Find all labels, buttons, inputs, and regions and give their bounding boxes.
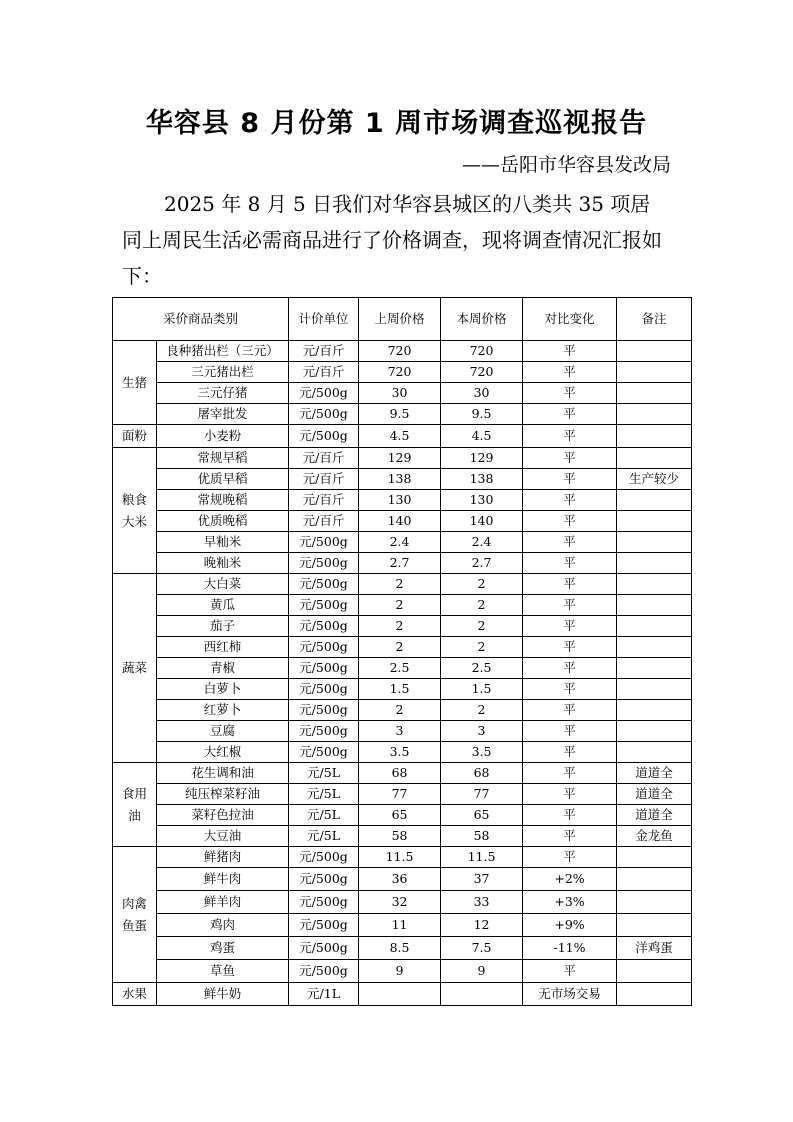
item-name-cell: 早籼米 (157, 532, 289, 553)
change-cell: 平 (523, 553, 617, 574)
change-cell: 平 (523, 532, 617, 553)
unit-cell: 元/5L (289, 763, 359, 784)
category-cell: 粮食大米 (113, 448, 157, 574)
this-week-price-cell: 7.5 (441, 937, 523, 960)
table-row (113, 404, 692, 425)
this-week-price-cell: 129 (441, 448, 523, 469)
last-week-price-cell: 140 (359, 511, 441, 532)
unit-cell: 元/500g (289, 700, 359, 721)
item-name-cell: 大白菜 (157, 574, 289, 595)
this-week-price-cell: 30 (441, 383, 523, 404)
item-name-cell: 鸡肉 (157, 914, 289, 937)
unit-cell: 元/500g (289, 616, 359, 637)
header-note: 备注 (617, 298, 692, 341)
item-name-cell: 小麦粉 (157, 425, 289, 448)
last-week-price-cell: 2 (359, 616, 441, 637)
this-week-price-cell: 2 (441, 637, 523, 658)
unit-cell: 元/500g (289, 847, 359, 868)
table-row (113, 490, 692, 511)
item-name-cell: 良种猪出栏（三元） (157, 341, 289, 362)
this-week-price-cell: 33 (441, 891, 523, 914)
item-name-cell: 常规早稻 (157, 448, 289, 469)
unit-cell: 元/5L (289, 805, 359, 826)
table-row (113, 784, 692, 805)
item-name-cell: 鲜牛奶 (157, 983, 289, 1006)
last-week-price-cell: 32 (359, 891, 441, 914)
change-cell: 平 (523, 960, 617, 983)
unit-cell: 元/5L (289, 826, 359, 847)
note-cell: 金龙鱼 (617, 826, 692, 847)
price-table-body (113, 298, 692, 1006)
note-cell (617, 616, 692, 637)
this-week-price-cell: 2.5 (441, 658, 523, 679)
unit-cell: 元/百斤 (289, 362, 359, 383)
category-cell: 面粉 (113, 425, 157, 448)
unit-cell: 元/百斤 (289, 448, 359, 469)
item-name-cell: 豆腐 (157, 721, 289, 742)
item-name-cell: 鲜羊肉 (157, 891, 289, 914)
unit-cell: 元/500g (289, 937, 359, 960)
this-week-price-cell: 3.5 (441, 742, 523, 763)
change-cell: 平 (523, 341, 617, 362)
note-cell (617, 574, 692, 595)
table-row (113, 742, 692, 763)
header-last-week: 上周价格 (359, 298, 441, 341)
unit-cell: 元/500g (289, 532, 359, 553)
last-week-price-cell: 138 (359, 469, 441, 490)
table-row (113, 763, 692, 784)
change-cell: 平 (523, 511, 617, 532)
last-week-price-cell: 130 (359, 490, 441, 511)
category-cell: 蔬菜 (113, 574, 157, 763)
unit-cell: 元/百斤 (289, 511, 359, 532)
this-week-price-cell: 2 (441, 616, 523, 637)
header-unit: 计价单位 (289, 298, 359, 341)
last-week-price-cell: 11 (359, 914, 441, 937)
change-cell: 平 (523, 742, 617, 763)
item-name-cell: 常规晚稻 (157, 490, 289, 511)
change-cell: 平 (523, 490, 617, 511)
note-cell (617, 742, 692, 763)
change-cell: 平 (523, 847, 617, 868)
this-week-price-cell: 9.5 (441, 404, 523, 425)
note-cell (617, 425, 692, 448)
table-row (113, 341, 692, 362)
note-cell (617, 341, 692, 362)
last-week-price-cell (359, 983, 441, 1006)
unit-cell: 元/5L (289, 784, 359, 805)
unit-cell: 元/500g (289, 891, 359, 914)
this-week-price-cell: 2 (441, 700, 523, 721)
change-cell: 平 (523, 784, 617, 805)
item-name-cell: 三元仔猪 (157, 383, 289, 404)
table-row (113, 362, 692, 383)
change-cell: 平 (523, 616, 617, 637)
table-row (113, 425, 692, 448)
table-row (113, 532, 692, 553)
unit-cell: 元/百斤 (289, 490, 359, 511)
this-week-price-cell: 2.4 (441, 532, 523, 553)
note-cell (617, 983, 692, 1006)
item-name-cell: 鲜猪肉 (157, 847, 289, 868)
note-cell (617, 679, 692, 700)
category-cell: 肉禽鱼蛋 (113, 847, 157, 983)
this-week-price-cell: 138 (441, 469, 523, 490)
table-header-row (113, 298, 692, 341)
this-week-price-cell: 2 (441, 595, 523, 616)
item-name-cell: 晚籼米 (157, 553, 289, 574)
table-row (113, 658, 692, 679)
note-cell (617, 383, 692, 404)
item-name-cell: 三元猪出栏 (157, 362, 289, 383)
this-week-price-cell: 9 (441, 960, 523, 983)
unit-cell: 元/500g (289, 404, 359, 425)
last-week-price-cell: 58 (359, 826, 441, 847)
unit-cell: 元/500g (289, 868, 359, 891)
item-name-cell: 鸡蛋 (157, 937, 289, 960)
change-cell: 平 (523, 763, 617, 784)
header-this-week: 本周价格 (441, 298, 523, 341)
table-row (113, 891, 692, 914)
unit-cell: 元/500g (289, 960, 359, 983)
this-week-price-cell: 65 (441, 805, 523, 826)
last-week-price-cell: 720 (359, 341, 441, 362)
this-week-price-cell (441, 983, 523, 1006)
change-cell: 平 (523, 658, 617, 679)
change-cell: 平 (523, 700, 617, 721)
table-row (113, 616, 692, 637)
table-row (113, 553, 692, 574)
note-cell: 道道全 (617, 763, 692, 784)
item-name-cell: 白萝卜 (157, 679, 289, 700)
note-cell (617, 595, 692, 616)
item-name-cell: 西红柿 (157, 637, 289, 658)
change-cell: 无市场交易 (523, 983, 617, 1006)
unit-cell: 元/500g (289, 383, 359, 404)
table-row (113, 983, 692, 1006)
last-week-price-cell: 2 (359, 637, 441, 658)
change-cell: 平 (523, 469, 617, 490)
table-row (113, 914, 692, 937)
unit-cell: 元/500g (289, 742, 359, 763)
unit-cell: 元/百斤 (289, 469, 359, 490)
change-cell: 平 (523, 404, 617, 425)
this-week-price-cell: 11.5 (441, 847, 523, 868)
unit-cell: 元/500g (289, 574, 359, 595)
item-name-cell: 花生调和油 (157, 763, 289, 784)
note-cell: 道道全 (617, 805, 692, 826)
item-name-cell: 大红椒 (157, 742, 289, 763)
last-week-price-cell: 720 (359, 362, 441, 383)
item-name-cell: 大豆油 (157, 826, 289, 847)
this-week-price-cell: 130 (441, 490, 523, 511)
table-row (113, 960, 692, 983)
report-title: 华容县 8 月份第 1 周市场调查巡视报告 (145, 108, 648, 139)
note-cell (617, 553, 692, 574)
last-week-price-cell: 36 (359, 868, 441, 891)
item-name-cell: 优质晚稻 (157, 511, 289, 532)
unit-cell: 元/500g (289, 679, 359, 700)
note-cell (617, 532, 692, 553)
this-week-price-cell: 140 (441, 511, 523, 532)
this-week-price-cell: 77 (441, 784, 523, 805)
last-week-price-cell: 9 (359, 960, 441, 983)
item-name-cell: 茄子 (157, 616, 289, 637)
note-cell (617, 362, 692, 383)
change-cell: 平 (523, 448, 617, 469)
last-week-price-cell: 4.5 (359, 425, 441, 448)
category-cell: 水果 (113, 983, 157, 1006)
table-row (113, 574, 692, 595)
change-cell: +3% (523, 891, 617, 914)
table-row (113, 679, 692, 700)
unit-cell: 元/500g (289, 914, 359, 937)
this-week-price-cell: 2.7 (441, 553, 523, 574)
last-week-price-cell: 65 (359, 805, 441, 826)
note-cell (617, 914, 692, 937)
unit-cell: 元/500g (289, 658, 359, 679)
change-cell: 平 (523, 425, 617, 448)
this-week-price-cell: 4.5 (441, 425, 523, 448)
this-week-price-cell: 37 (441, 868, 523, 891)
note-cell (617, 637, 692, 658)
last-week-price-cell: 2.5 (359, 658, 441, 679)
unit-cell: 元/500g (289, 637, 359, 658)
note-cell (617, 721, 692, 742)
change-cell: 平 (523, 383, 617, 404)
item-name-cell: 鲜牛肉 (157, 868, 289, 891)
change-cell: 平 (523, 805, 617, 826)
header-category: 采价商品类别 (113, 298, 289, 341)
this-week-price-cell: 68 (441, 763, 523, 784)
change-cell: 平 (523, 637, 617, 658)
last-week-price-cell: 77 (359, 784, 441, 805)
item-name-cell: 纯压榨菜籽油 (157, 784, 289, 805)
note-cell: 道道全 (617, 784, 692, 805)
change-cell: 平 (523, 362, 617, 383)
note-cell (617, 490, 692, 511)
note-cell (617, 448, 692, 469)
unit-cell: 元/500g (289, 595, 359, 616)
last-week-price-cell: 3 (359, 721, 441, 742)
item-name-cell: 屠宰批发 (157, 404, 289, 425)
this-week-price-cell: 720 (441, 362, 523, 383)
table-row (113, 383, 692, 404)
table-row (113, 595, 692, 616)
note-cell (617, 868, 692, 891)
last-week-price-cell: 2 (359, 700, 441, 721)
category-cell: 食用油 (113, 763, 157, 847)
last-week-price-cell: 2.7 (359, 553, 441, 574)
table-row (113, 868, 692, 891)
this-week-price-cell: 12 (441, 914, 523, 937)
item-name-cell: 菜籽色拉油 (157, 805, 289, 826)
table-row (113, 826, 692, 847)
change-cell: +9% (523, 914, 617, 937)
note-cell (617, 960, 692, 983)
change-cell: 平 (523, 721, 617, 742)
table-row (113, 511, 692, 532)
change-cell: -11% (523, 937, 617, 960)
last-week-price-cell: 30 (359, 383, 441, 404)
unit-cell: 元/500g (289, 553, 359, 574)
last-week-price-cell: 129 (359, 448, 441, 469)
change-cell: 平 (523, 574, 617, 595)
last-week-price-cell: 1.5 (359, 679, 441, 700)
last-week-price-cell: 2 (359, 574, 441, 595)
item-name-cell: 青椒 (157, 658, 289, 679)
last-week-price-cell: 2 (359, 595, 441, 616)
table-row (113, 637, 692, 658)
table-row (113, 721, 692, 742)
table-row (113, 805, 692, 826)
change-cell: 平 (523, 826, 617, 847)
item-name-cell: 优质早稻 (157, 469, 289, 490)
this-week-price-cell: 3 (441, 721, 523, 742)
report-issuer: ——岳阳市华容县发改局 (461, 154, 671, 176)
item-name-cell: 黄瓜 (157, 595, 289, 616)
table-row (113, 469, 692, 490)
note-cell (617, 404, 692, 425)
table-row (113, 448, 692, 469)
last-week-price-cell: 68 (359, 763, 441, 784)
note-cell (617, 847, 692, 868)
price-survey-table (112, 297, 692, 1006)
this-week-price-cell: 720 (441, 341, 523, 362)
this-week-price-cell: 58 (441, 826, 523, 847)
unit-cell: 元/500g (289, 721, 359, 742)
note-cell (617, 891, 692, 914)
note-cell (617, 511, 692, 532)
note-cell: 生产较少 (617, 469, 692, 490)
note-cell (617, 700, 692, 721)
note-cell: 洋鸡蛋 (617, 937, 692, 960)
last-week-price-cell: 3.5 (359, 742, 441, 763)
unit-cell: 元/1L (289, 983, 359, 1006)
unit-cell: 元/百斤 (289, 341, 359, 362)
last-week-price-cell: 9.5 (359, 404, 441, 425)
last-week-price-cell: 11.5 (359, 847, 441, 868)
intro-paragraph: 2025 年 8 月 5 日我们对华容县城区的八类共 35 项居同上周民生活必需商品进行了价格调查，现将调查情况汇报如下： (122, 192, 662, 288)
last-week-price-cell: 8.5 (359, 937, 441, 960)
change-cell: +2% (523, 868, 617, 891)
item-name-cell: 红萝卜 (157, 700, 289, 721)
unit-cell: 元/500g (289, 425, 359, 448)
table-row (113, 847, 692, 868)
this-week-price-cell: 2 (441, 574, 523, 595)
item-name-cell: 草鱼 (157, 960, 289, 983)
category-cell: 生猪 (113, 341, 157, 425)
last-week-price-cell: 2.4 (359, 532, 441, 553)
change-cell: 平 (523, 679, 617, 700)
change-cell: 平 (523, 595, 617, 616)
header-change: 对比变化 (523, 298, 617, 341)
table-row (113, 700, 692, 721)
note-cell (617, 658, 692, 679)
this-week-price-cell: 1.5 (441, 679, 523, 700)
table-row (113, 937, 692, 960)
